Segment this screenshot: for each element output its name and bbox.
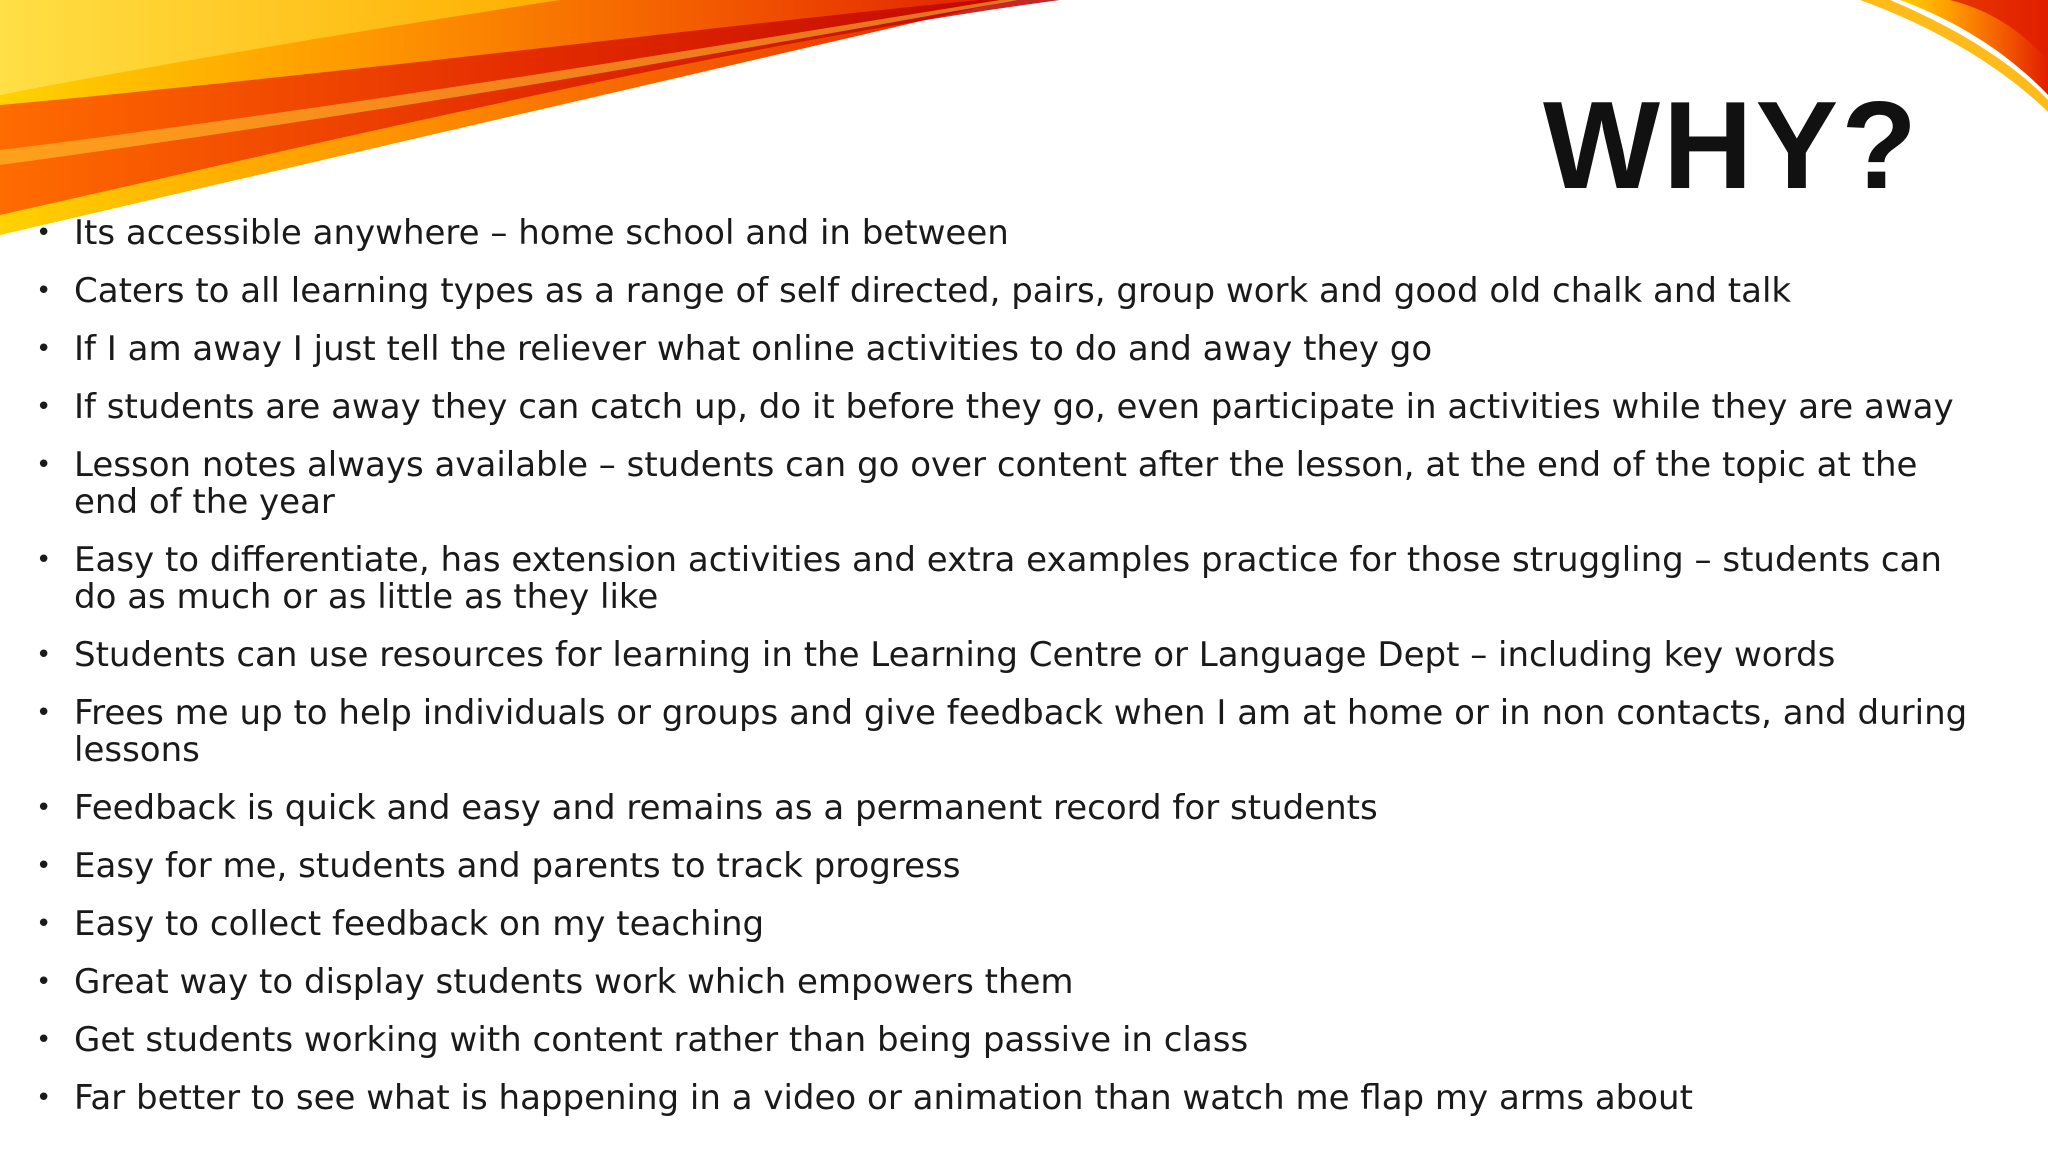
list-item: • Frees me up to help individuals or groups and give feedback when I am at home or in non contacts, and during lessons	[32, 695, 1992, 769]
list-item: • If students are away they can catch up, do it before they go, even participate in activities while they are away	[32, 389, 1992, 426]
list-item: • Students can use resources for learning in the Learning Centre or Language Dept – including key words	[32, 637, 1992, 674]
list-item: • If I am away I just tell the reliever what online activities to do and away they go	[32, 331, 1992, 368]
list-item: • Caters to all learning types as a range of self directed, pairs, group work and good old chalk and talk	[32, 273, 1992, 310]
bullet-list	[32, 215, 1992, 1138]
list-item: • Get students working with content rather than being passive in class	[32, 1022, 1992, 1059]
list-item: • Far better to see what is happening in a video or animation than watch me flap my arms about	[32, 1080, 1992, 1117]
list-item: • Easy for me, students and parents to track progress	[32, 848, 1992, 885]
list-item: • Feedback is quick and easy and remains as a permanent record for students	[32, 790, 1992, 827]
list-item: • Great way to display students work which empowers them	[32, 964, 1992, 1001]
list-item: • Its accessible anywhere – home school and in between	[32, 215, 1992, 252]
list-item: • Easy to collect feedback on my teaching	[32, 906, 1992, 943]
list-item: • Lesson notes always available – students can go over content after the lesson, at the end of the topic at the end of the year	[32, 447, 1992, 521]
list-item: • Easy to differentiate, has extension activities and extra examples practice for those struggling – students can do as much or as little as they like	[32, 542, 1992, 616]
slide-title: WHY?	[1542, 77, 1920, 215]
